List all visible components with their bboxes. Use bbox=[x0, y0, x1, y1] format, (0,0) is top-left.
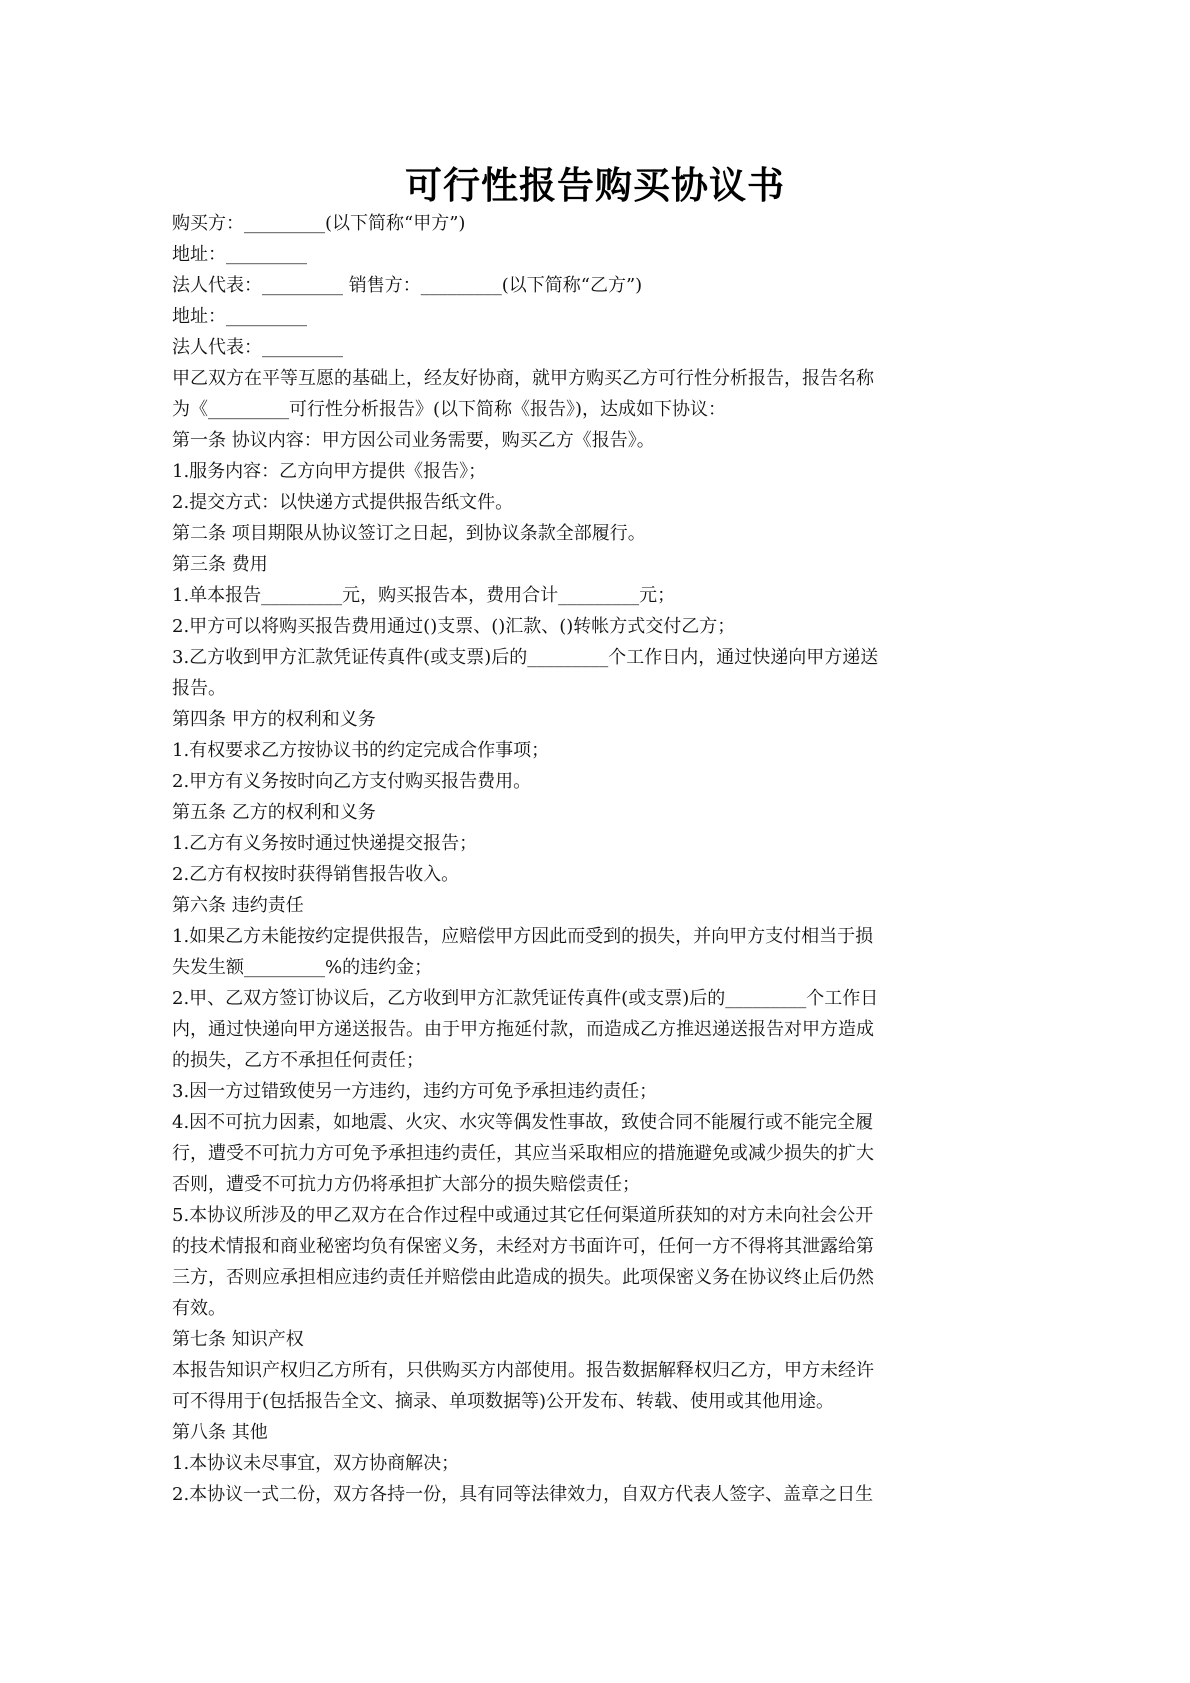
text-line: 3.因一方过错致使另一方违约，违约方可免予承担违约责任； bbox=[172, 1081, 658, 1102]
section-heading: 第六条 违约责任 bbox=[172, 895, 304, 916]
text-line: 三方，否则应承担相应违约责任并赔偿由此造成的损失。此项保密义务在协议终止后仍然 bbox=[172, 1267, 874, 1288]
section-heading: 第三条 费用 bbox=[172, 554, 268, 575]
text-line: 地址：_________ bbox=[172, 306, 307, 327]
text-line: 2.乙方有权按时获得销售报告收入。 bbox=[172, 864, 460, 885]
text-line: 2.甲、乙双方签订协议后，乙方收到甲方汇款凭证传真件(或支票)后的_________个工作日 bbox=[172, 988, 879, 1009]
section-heading: 第五条 乙方的权利和义务 bbox=[172, 802, 376, 823]
text-line: 1.乙方有义务按时通过快递提交报告； bbox=[172, 833, 478, 854]
text-line: 可不得用于(包括报告全文、摘录、单项数据等)公开发布、转载、使用或其他用途。 bbox=[172, 1391, 835, 1412]
text-line: 行，遭受不可抗力方可免予承担违约责任，其应当采取相应的措施避免或减少损失的扩大 bbox=[172, 1143, 874, 1164]
text-line: 购买方：_________(以下简称“甲方”) bbox=[172, 213, 466, 234]
text-line: 4.因不可抗力因素，如地震、火灾、水灾等偶发性事故，致使合同不能履行或不能完全履 bbox=[172, 1112, 874, 1133]
text-line: 报告。 bbox=[172, 678, 226, 699]
text-line: 甲乙双方在平等互愿的基础上，经友好协商，就甲方购买乙方可行性分析报告，报告名称 bbox=[172, 368, 874, 389]
text-line: 地址：_________ bbox=[172, 244, 307, 265]
document-body bbox=[172, 208, 1022, 1510]
section-heading: 第二条 项目期限从协议签订之日起，到协议条款全部履行。 bbox=[172, 523, 646, 544]
text-line: 法人代表：_________ bbox=[172, 337, 343, 358]
text-line: 内，通过快递向甲方递送报告。由于甲方拖延付款，而造成乙方推迟递送报告对甲方造成 bbox=[172, 1019, 874, 1040]
text-line: 1.有权要求乙方按协议书的约定完成合作事项； bbox=[172, 740, 550, 761]
text-line: 有效。 bbox=[172, 1298, 226, 1319]
text-line: 1.如果乙方未能按约定提供报告，应赔偿甲方因此而受到的损失，并向甲方支付相当于损 bbox=[172, 926, 874, 947]
text-line: 1.服务内容：乙方向甲方提供《报告》； bbox=[172, 461, 487, 482]
text-line: 2.本协议一式二份，双方各持一份，具有同等法律效力，自双方代表人签字、盖章之日生 bbox=[172, 1484, 874, 1505]
text-line: 2.甲方有义务按时向乙方支付购买报告费用。 bbox=[172, 771, 532, 792]
text-line: 为《_________可行性分析报告》(以下简称《报告》)，达成如下协议： bbox=[172, 399, 727, 420]
text-line: 本报告知识产权归乙方所有，只供购买方内部使用。报告数据解释权归乙方，甲方未经许 bbox=[172, 1360, 874, 1381]
text-line: 法人代表：_________ 销售方：_________(以下简称“乙方”) bbox=[172, 275, 643, 296]
text-line: 3.乙方收到甲方汇款凭证传真件(或支票)后的_________个工作日内，通过快递向甲方递送 bbox=[172, 647, 879, 668]
text-line: 的技术情报和商业秘密均负有保密义务，未经对方书面许可，任何一方不得将其泄露给第 bbox=[172, 1236, 874, 1257]
section-heading: 第八条 其他 bbox=[172, 1422, 268, 1443]
text-line: 2.甲方可以将购买报告费用通过()支票、()汇款、()转帐方式交付乙方； bbox=[172, 616, 736, 637]
text-line: 的损失，乙方不承担任何责任； bbox=[172, 1050, 424, 1071]
section-heading: 第一条 协议内容：甲方因公司业务需要，购买乙方《报告》。 bbox=[172, 430, 655, 451]
text-line: 5.本协议所涉及的甲乙双方在合作过程中或通过其它任何渠道所获知的对方未向社会公开 bbox=[172, 1205, 874, 1226]
section-heading: 第七条 知识产权 bbox=[172, 1329, 304, 1350]
document-title: 可行性报告购买协议书 bbox=[405, 164, 785, 207]
text-line: 2.提交方式：以快递方式提供报告纸文件。 bbox=[172, 492, 514, 513]
text-line: 否则，遭受不可抗力方仍将承担扩大部分的损失赔偿责任； bbox=[172, 1174, 640, 1195]
section-heading: 第四条 甲方的权利和义务 bbox=[172, 709, 376, 730]
text-line: 1.单本报告_________元，购买报告本，费用合计_________元； bbox=[172, 585, 676, 606]
text-line: 1.本协议未尽事宜，双方协商解决； bbox=[172, 1453, 460, 1474]
text-line: 失发生额_________%的违约金； bbox=[172, 957, 433, 978]
